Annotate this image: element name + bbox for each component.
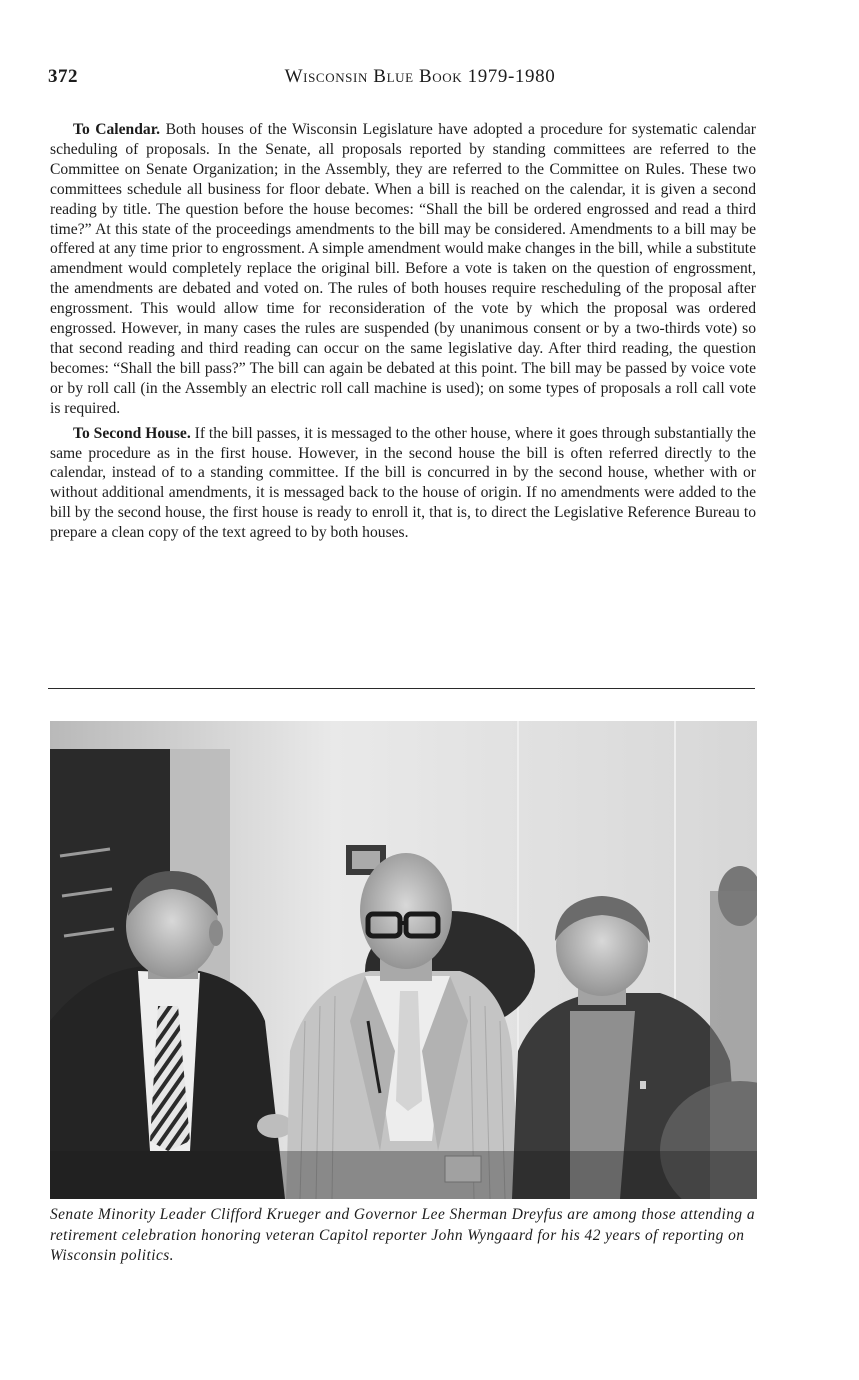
body-text <box>50 120 756 548</box>
run-in-heading-to-second-house: To Second House. <box>73 424 191 442</box>
page-number: 372 <box>48 66 78 87</box>
section-divider-rule <box>48 688 755 689</box>
paragraph-to-calendar <box>50 120 756 419</box>
paragraph-to-second-house-text: If the bill passes, it is messaged to the other house, where it goes through substantially the same procedure as in the first house. However, in the second house the bill is often referred directly to the calendar, instead of to a standing committee. If the bill is concurred in by the second house, whether with or without additional amendments, it is messaged back to the house of origin. If no amendments were added to the bill by the second house, the first house is ready to enroll it, that is, to direct the Legislative Reference Bureau to prepare a clean copy of the text agreed to by both houses. <box>50 424 756 542</box>
paragraph-to-second-house <box>50 424 756 543</box>
running-head-years: 1979-1980 <box>467 66 556 87</box>
paragraph-to-calendar-text: Both houses of the Wisconsin Legislature have adopted a procedure for systematic calendar scheduling of proposals. In the Senate, all proposals reported by standing committees are referred to the Committee on Senate Organization; in the Assembly, they are referred to the Committee on Rules. These two committees schedule all business for floor debate. When a bill is reached on the calendar, it is given a second reading by title. The question before the house becomes: “Shall the bill be ordered engrossed and read a third time?” At this state of the proceedings amendments to the bill may be considered. Amendments to a bill may be offered at any time prior to engrossment. A simple amendment would make changes in the bill, while a substitute amendment would completely replace the original bill. Before a vote is taken on the question of engrossment, the amendments are debated and voted on. The rules of both houses require rescheduling of the proposal after engrossment. This would allow time for reconsideration of the vote by which the proposal was ordered engrossed. However, in many cases the rules are suspended (by unanimous consent or by a two-thirds vote) so that second reading and third reading can occur on the same legislative day. After third reading, the question becomes: “Shall the bill pass?” The bill can again be debated at this point. The bill may be passed by voice vote or by roll call (in the Assembly an electric roll call machine is used); on some types of proposals a roll call vote is required. <box>50 121 756 417</box>
running-head-word-1: Wisconsin <box>284 66 368 87</box>
photo-caption: Senate Minority Leader Clifford Krueger and Governor Lee Sherman Dreyfus are among those attending a retirement celebration honoring veteran Capitol reporter John Wyngaard for his 42 years of reporting on Wisconsin politics. <box>50 1206 756 1264</box>
photograph-illustration <box>50 721 757 1199</box>
photograph <box>50 721 757 1199</box>
run-in-heading-to-calendar: To Calendar. <box>73 121 161 138</box>
running-head <box>190 66 650 88</box>
running-head-word-3: Book <box>419 66 463 87</box>
running-head-word-2: Blue <box>373 66 414 87</box>
